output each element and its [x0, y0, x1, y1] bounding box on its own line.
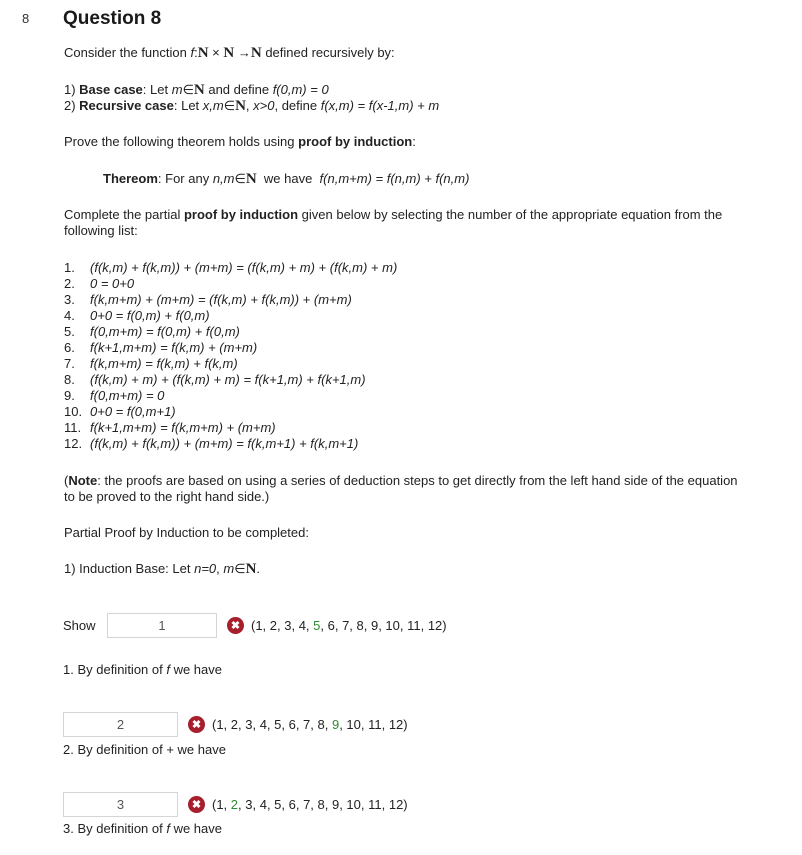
induction-base: 1) Induction Base: Let n=0, m∈N. [64, 561, 261, 577]
step-2-text: 2. By definition of + we have [63, 742, 226, 757]
equation-text: f(k,m+m) = f(k,m) + f(k,m) [90, 356, 238, 371]
answer-input-1[interactable]: 1 [107, 613, 217, 638]
equation-text: f(0,m+m) = f(0,m) + f(0,m) [90, 324, 240, 339]
options-list-1: (1, 2, 3, 4, 5, 6, 7, 8, 9, 10, 11, 12) [251, 618, 447, 633]
equation-item [64, 372, 744, 388]
answer-input-2[interactable]: 2 [63, 712, 178, 737]
equation-number: 4. [64, 308, 75, 323]
equation-item [64, 276, 744, 292]
equation-item [64, 260, 744, 276]
theorem: Thereom: For any n,m∈N we have f(n,m+m) = f(n,m) + f(n,m) [103, 171, 470, 187]
note: (Note: the proofs are based on using a series of deduction steps to get directly from the left hand side of the equation to be proved to the right hand side.) [64, 473, 738, 504]
equation-item [64, 292, 744, 308]
equation-text: 0+0 = f(0,m+1) [90, 404, 176, 419]
equation-item [64, 340, 744, 356]
equation-number: 8. [64, 372, 75, 387]
equation-number: 11. [64, 420, 82, 435]
equation-number: 5. [64, 324, 75, 339]
x-circle-icon: ✖ [188, 716, 205, 733]
prove-instruction: Prove the following theorem holds using proof by induction: [64, 134, 416, 149]
equation-text: (f(k,m) + f(k,m)) + (m+m) = (f(k,m) + m) + (f(k,m) + m) [90, 260, 398, 275]
equation-text: (f(k,m) + m) + (f(k,m) + m) = f(k+1,m) + f(k+1,m) [90, 372, 366, 387]
options-list-3: (1, 2, 3, 4, 5, 6, 7, 8, 9, 10, 11, 12) [212, 797, 408, 812]
equation-number: 12. [64, 436, 83, 451]
equation-text: 0+0 = f(0,m) + f(0,m) [90, 308, 210, 323]
equation-item [64, 308, 744, 324]
base-case: 1) Base case: Let m∈N and define f(0,m) = 0 [64, 82, 329, 98]
equation-item [64, 388, 744, 404]
recursive-case: 2) Recursive case: Let x,m∈N, x>0, define f(x,m) = f(x-1,m) + m [64, 98, 440, 114]
equation-number: 1. [64, 260, 75, 275]
equation-item [64, 356, 744, 372]
equation-list [64, 260, 744, 452]
equation-number: 10. [64, 404, 83, 419]
equation-number: 6. [64, 340, 75, 355]
answer-row-1 [63, 613, 447, 638]
step-3-text: 3. By definition of f we have [63, 821, 223, 836]
equation-number: 2. [64, 276, 75, 291]
complete-instruction: Complete the partial proof by induction given below by selecting the number of the appropriate equation from the following list: [64, 207, 723, 238]
equation-text: f(k+1,m+m) = f(k,m+m) + (m+m) [90, 420, 276, 435]
step-1-text: 1. By definition of f we have [63, 662, 223, 677]
equation-text: f(0,m+m) = 0 [90, 388, 165, 403]
answer-row-2 [63, 712, 408, 737]
equation-text: (f(k,m) + f(k,m)) + (m+m) = f(k,m+1) + f(k,m+1) [90, 436, 359, 451]
partial-proof-heading: Partial Proof by Induction to be completed: [64, 525, 309, 540]
question-number: 8 [22, 11, 30, 26]
equation-number: 3. [64, 292, 75, 307]
equation-item [64, 436, 744, 452]
question-title: Question 8 [63, 8, 162, 29]
equation-item [64, 420, 744, 436]
equation-text: f(k,m+m) + (m+m) = (f(k,m) + f(k,m)) + (m+m) [90, 292, 352, 307]
answer-input-3[interactable]: 3 [63, 792, 178, 817]
answer-row-3 [63, 792, 408, 817]
equation-item [64, 324, 744, 340]
equation-number: 9. [64, 388, 75, 403]
x-circle-icon: ✖ [227, 617, 244, 634]
show-label: Show [63, 618, 96, 633]
x-circle-icon: ✖ [188, 796, 205, 813]
intro-text: Consider the function f:N × N →N defined recursively by: [64, 45, 395, 61]
equation-item [64, 404, 744, 420]
equation-number: 7. [64, 356, 75, 371]
equation-text: f(k+1,m+m) = f(k,m) + (m+m) [90, 340, 258, 355]
options-list-2: (1, 2, 3, 4, 5, 6, 7, 8, 9, 10, 11, 12) [212, 717, 408, 732]
equation-text: 0 = 0+0 [90, 276, 135, 291]
question-body [64, 45, 744, 577]
